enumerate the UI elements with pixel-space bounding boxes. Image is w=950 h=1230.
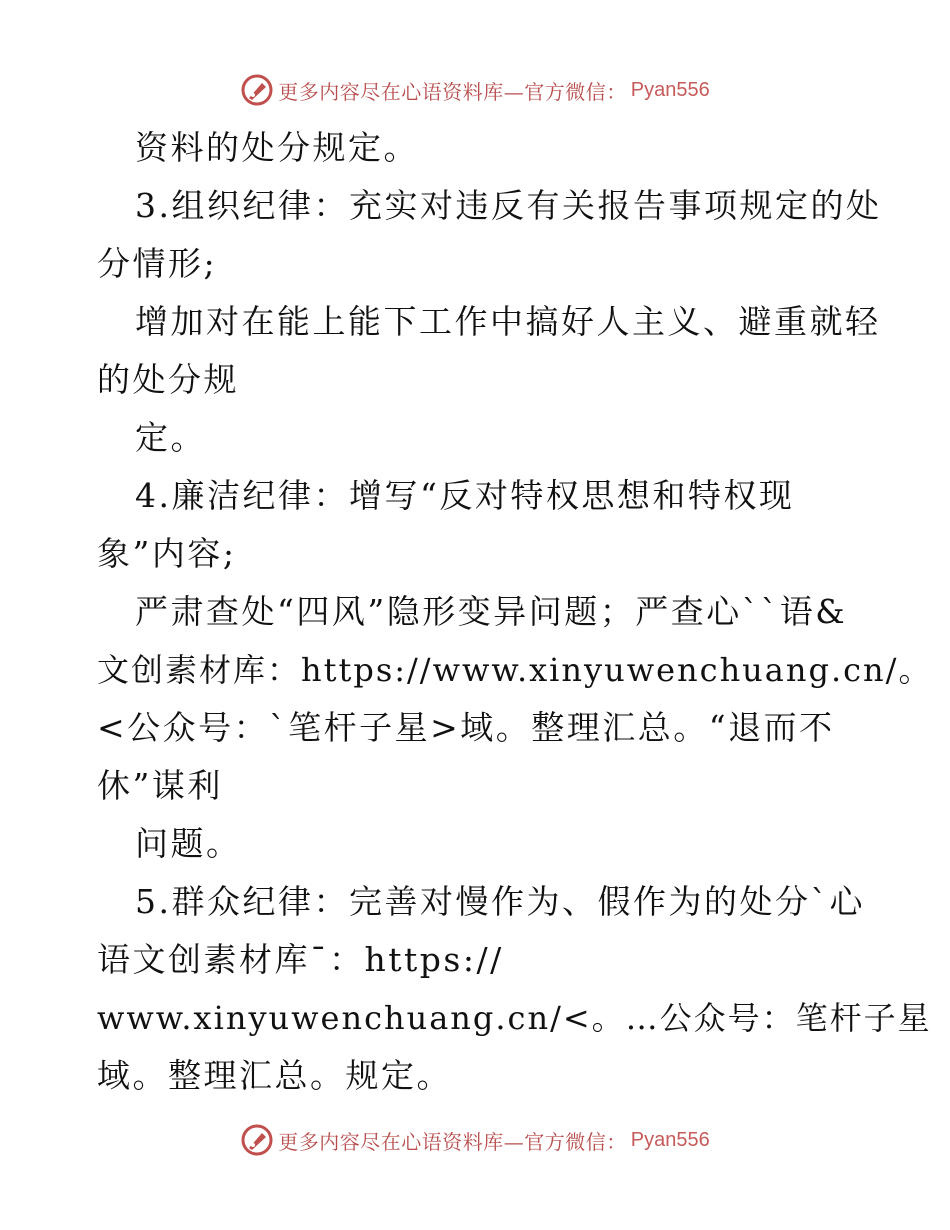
body-line-4: 增加对在能上能下工作中搞好人主义、避重就轻 xyxy=(135,302,881,341)
body-line-13: 问题。 xyxy=(135,824,242,863)
banner-text: 更多内容尽在心语资料库—官方微信： xyxy=(278,1129,627,1154)
body-line-11: <公众号：`笔杆子星>域。整理汇总。“退而不 xyxy=(97,708,835,747)
body-line-12: 休”谋利 xyxy=(97,766,223,805)
body-line-1: 资料的处分规定。 xyxy=(135,128,419,167)
body-line-9: 严肃查处“四风”隐形变异问题；严查心``语& xyxy=(135,592,848,631)
footer-banner xyxy=(0,1120,950,1160)
banner-wechat-id: Pyan556 xyxy=(630,78,710,101)
banner-wechat-id: Pyan556 xyxy=(630,1128,710,1151)
body-line-7: 4.廉洁纪律：增写“反对特权思想和特权现 xyxy=(135,476,795,515)
body-line-6: 定。 xyxy=(135,418,206,457)
body-line-8: 象”内容; xyxy=(97,534,237,573)
body-line-14: 5.群众纪律：完善对慢作为、假作为的处分`心 xyxy=(135,882,865,921)
body-line-16: www.xinyuwenchuang.cn/<。…公众号：笔杆子星 xyxy=(97,999,932,1037)
body-line-15: 语文创素材库¯：https:// xyxy=(97,940,504,979)
body-line-2: 3.组织纪律：充实对违反有关报告事项规定的处 xyxy=(135,186,882,225)
body-line-5: 的处分规 xyxy=(97,360,239,399)
body-line-17: 域。整理汇总。规定。 xyxy=(97,1056,452,1095)
body-line-3: 分情形; xyxy=(97,244,218,283)
banner-text: 更多内容尽在心语资料库—官方微信： xyxy=(278,79,627,104)
header-banner xyxy=(0,70,950,110)
pen-nib-logo-icon xyxy=(240,1123,274,1157)
pen-nib-logo-icon xyxy=(240,73,274,107)
body-line-10: 文创素材库：https://www.xinyuwenchuang.cn/。 xyxy=(97,651,933,689)
